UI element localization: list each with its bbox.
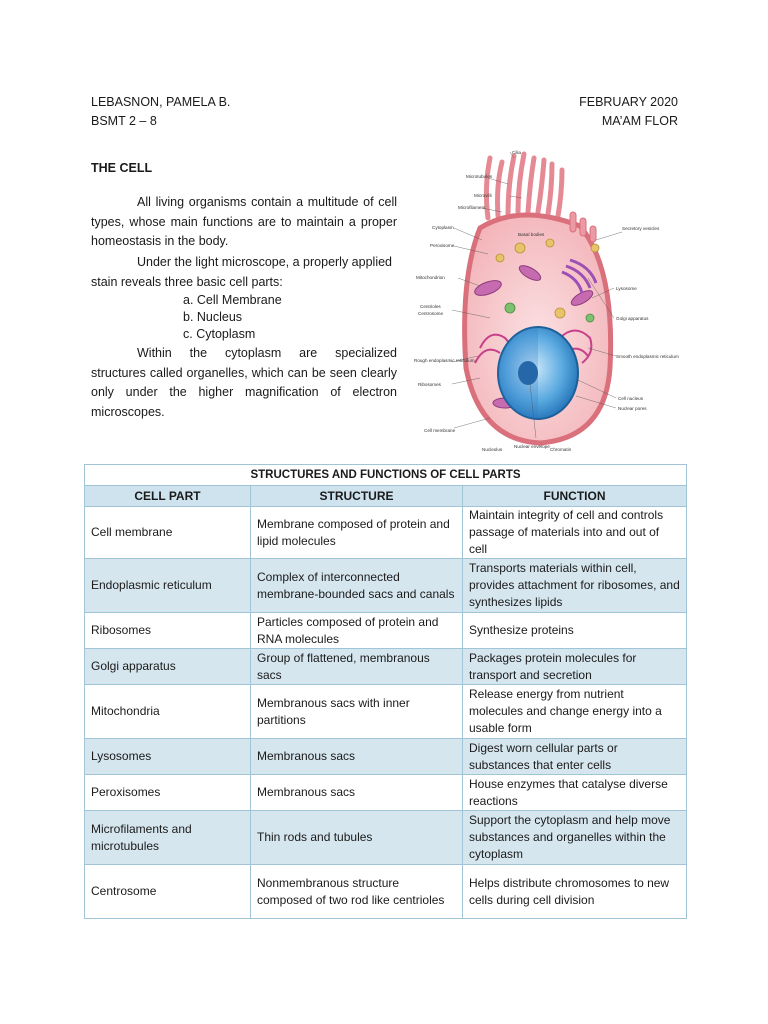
cell-structure: Particles composed of protein and RNA molecules: [251, 613, 463, 649]
cell-function: Maintain integrity of cell and controls passage of materials into and out of cell: [463, 507, 687, 559]
label-chromatin: Chromatin: [550, 447, 572, 452]
cell-structure: Membrane composed of protein and lipid molecules: [251, 507, 463, 559]
label-cytoplasm: Cytoplasm: [432, 225, 454, 230]
date-block: [579, 93, 678, 131]
cell-part: Cell membrane: [85, 507, 251, 559]
cell-function: Synthesize proteins: [463, 613, 687, 649]
label-cell-nucleus: Cell nucleus: [618, 396, 644, 401]
label-peroxisome: Peroxisome: [430, 243, 455, 248]
label-golgi: Golgi apparatus: [616, 316, 649, 321]
label-cilia: Cilia: [512, 150, 521, 155]
cell-part: Centrosome: [85, 865, 251, 919]
list-item: c. Cytoplasm: [183, 327, 256, 341]
cell-function: Release energy from nutrient molecules and change energy into a usable form: [463, 685, 687, 739]
table-caption: STRUCTURES AND FUNCTIONS OF CELL PARTS: [85, 465, 687, 486]
table-row: [85, 865, 687, 919]
cell-part: Endoplasmic reticulum: [85, 559, 251, 613]
cell-part: Microfilaments and microtubules: [85, 811, 251, 865]
label-secretory-vesicles: Secretory vesicles: [622, 226, 660, 231]
instructor-name: MA’AM FLOR: [601, 114, 678, 128]
intro-paragraph: All living organisms contain a multitude of cell types, whose main functions are to maintain a proper homeostasis in the body.: [91, 195, 397, 248]
label-rough-er: Rough endoplasmic reticulum: [414, 358, 475, 363]
cell-part: Peroxisomes: [85, 775, 251, 811]
cell-part: Lysosomes: [85, 739, 251, 775]
table-row: [85, 811, 687, 865]
cell-diagram: [410, 148, 690, 458]
cell-part: Mitochondria: [85, 685, 251, 739]
cell-parts-table: [84, 464, 687, 919]
cell-structure: Membranous sacs with inner partitions: [251, 685, 463, 739]
label-cell-membrane: Cell membrane: [424, 428, 456, 433]
course-section: BSMT 2 – 8: [91, 114, 157, 128]
label-basal-bodies: Basal bodies: [518, 232, 545, 237]
cell-function: Support the cytoplasm and help move substances and organelles within the cytoplasm: [463, 811, 687, 865]
cell-structure: Membranous sacs: [251, 739, 463, 775]
cell-part: Golgi apparatus: [85, 649, 251, 685]
cell-function: Helps distribute chromosomes to new cells during cell division: [463, 865, 687, 919]
cell-structure: Complex of interconnected membrane-bounded sacs and canals: [251, 559, 463, 613]
label-centrosome: Centrosome: [418, 311, 444, 316]
label-ribosomes: Ribosomes: [418, 382, 441, 387]
label-microfilament: Microfilament: [458, 205, 486, 210]
label-nuclear-envelope: Nuclear envelope: [514, 444, 550, 449]
cell-function: Transports materials within cell, provides attachment for ribosomes, and synthesizes lipids: [463, 559, 687, 613]
table-row: [85, 739, 687, 775]
label-lysosome: Lysosome: [616, 286, 637, 291]
list-item: b. Nucleus: [183, 310, 243, 324]
table-row: [85, 507, 687, 559]
label-nuclear-pores: Nuclear pores: [618, 406, 647, 411]
cell-parts-list: [183, 292, 282, 343]
label-microvilli: Microvilli: [474, 193, 492, 198]
cell-part: Ribosomes: [85, 613, 251, 649]
list-item: a. Cell Membrane: [183, 293, 282, 307]
column-header-structure: STRUCTURE: [251, 486, 463, 507]
organelles-paragraph: Within the cytoplasm are specialized structures called organelles, which can be seen clearly only under the higher magnification of electron microscopes.: [91, 346, 397, 419]
cell-function: Packages protein molecules for transport and secretion: [463, 649, 687, 685]
table-row: [85, 613, 687, 649]
cell-structure: Thin rods and tubules: [251, 811, 463, 865]
cell-structure: Group of flattened, membranous sacs: [251, 649, 463, 685]
cell-function: House enzymes that catalyse diverse reactions: [463, 775, 687, 811]
table-row: [85, 775, 687, 811]
author-name: LEBASNON, PAMELA B.: [91, 95, 231, 109]
microscope-paragraph: Under the light microscope, a properly applied stain reveals three basic cell parts:: [91, 255, 392, 289]
label-nucleolus: Nucleolus: [482, 447, 503, 452]
page-title: THE CELL: [91, 161, 153, 175]
label-microtubules: Microtubules: [466, 174, 493, 179]
label-mitochondrion: Mitochondrion: [416, 275, 445, 280]
column-header-cell-part: CELL PART: [85, 486, 251, 507]
table-row: [85, 559, 687, 613]
column-header-function: FUNCTION: [463, 486, 687, 507]
cell-structure: Nonmembranous structure composed of two rod like centrioles: [251, 865, 463, 919]
label-smooth-er: Smooth endoplasmic reticulum: [616, 354, 679, 359]
author-block: [91, 93, 230, 131]
label-centrioles: Centrioles: [420, 304, 441, 309]
cell-function: Digest worn cellular parts or substances that enter cells: [463, 739, 687, 775]
cilia-group: [486, 154, 562, 218]
document-date: FEBRUARY 2020: [579, 95, 678, 109]
table-row: [85, 649, 687, 685]
nucleolus-shape: [518, 361, 538, 385]
table-row: [85, 685, 687, 739]
cell-structure: Membranous sacs: [251, 775, 463, 811]
